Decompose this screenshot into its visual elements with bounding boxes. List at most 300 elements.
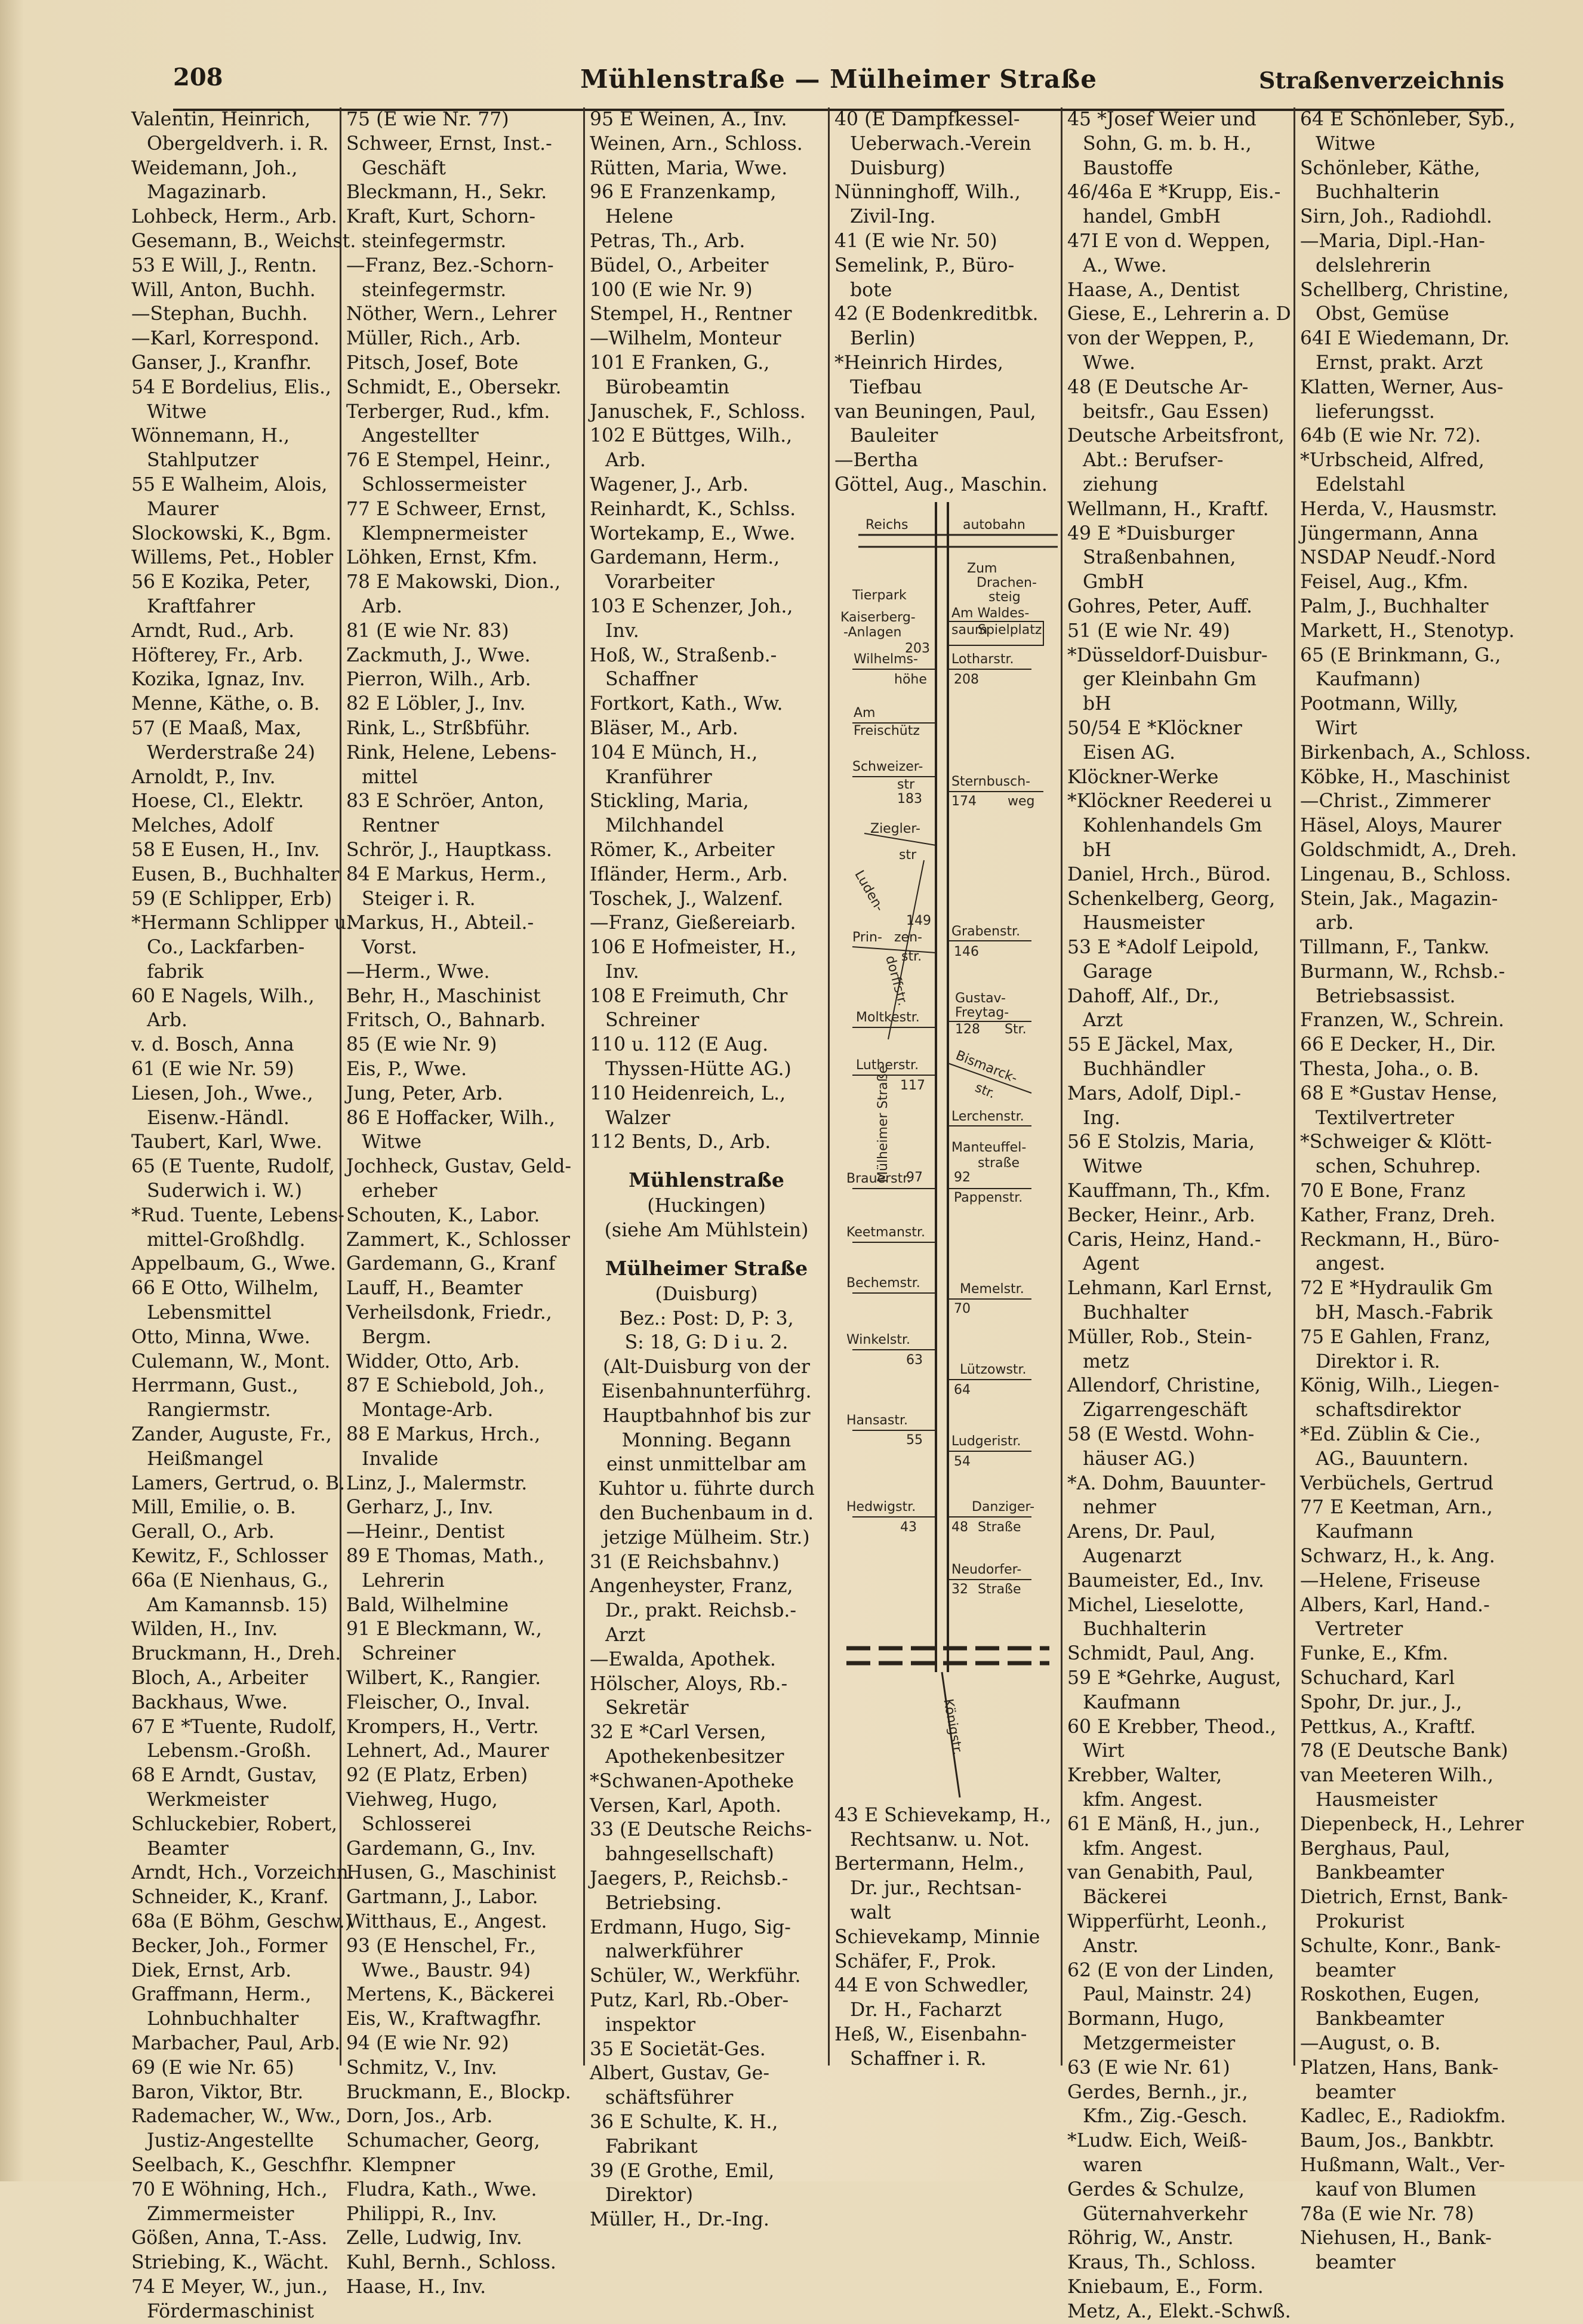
directory-entry: Franzen, W., Schrein. — [1300, 1009, 1505, 1032]
directory-entry: ger Kleinbahn Gm — [1083, 669, 1257, 691]
directory-entry: steinfegermstr. — [362, 230, 507, 252]
directory-entry: Pootmann, Willy, — [1300, 693, 1459, 715]
directory-entry: Viehweg, Hugo, — [346, 1789, 498, 1811]
directory-entry: Pierron, Wilh., Arb. — [346, 669, 531, 691]
directory-entry: —Bertha — [834, 450, 919, 472]
directory-entry: Fludra, Kath., Wwe. — [346, 2178, 537, 2200]
directory-entry: Herrmann, Gust., — [131, 1375, 298, 1397]
directory-entry: Straßenbahnen, — [1083, 547, 1236, 569]
directory-entry: Nöther, Wern., Lehrer — [346, 303, 557, 325]
directory-entry: Löhken, Ernst, Kfm. — [346, 547, 538, 569]
directory-entry: Baum, Jos., Bankbtr. — [1300, 2130, 1495, 2152]
directory-entry: Büdel, O., Arbeiter — [590, 254, 769, 276]
directory-entry: Justiz-Angestellte — [147, 2130, 314, 2152]
directory-entry: Buchhalter — [1083, 1302, 1188, 1324]
map-label-memelstr: Memelstr. — [960, 1281, 1024, 1297]
directory-entry: 62 (E von der Linden, — [1067, 1959, 1274, 1981]
map-label-grabenstr: Grabenstr. — [951, 924, 1021, 939]
directory-entry: Striebing, K., Wächt. — [131, 2252, 329, 2274]
directory-entry: Gesemann, B., Weichst. — [131, 230, 356, 252]
directory-entry: Geschäft — [362, 157, 446, 179]
map-label-n97: 97 — [906, 1169, 923, 1185]
directory-entry: kfm. Angest. — [1083, 1837, 1203, 1860]
directory-entry: Bleckmann, H., Sekr. — [346, 181, 547, 204]
directory-entry: Bez.: Post: D, P: 3, — [619, 1307, 794, 1329]
directory-entry: Kewitz, F., Schlosser — [131, 1546, 328, 1568]
map-label-wilhelms: Wilhelms- — [854, 651, 918, 667]
directory-entry: 58 E Eusen, H., Inv. — [131, 839, 320, 861]
directory-entry: Obst, Gemüse — [1316, 303, 1449, 325]
map-label-saum: saum — [951, 622, 988, 638]
directory-entry: Jaegers, P., Reichsb.- — [590, 1867, 789, 1889]
directory-entry: 47I E von d. Weppen, — [1067, 230, 1271, 252]
directory-entry: 76 E Stempel, Heinr., — [346, 450, 551, 472]
directory-entry: Haase, A., Dentist — [1067, 279, 1240, 301]
directory-entry: Palm, J., Buchhalter — [1300, 595, 1489, 617]
directory-entry: Wirt — [1316, 717, 1357, 739]
directory-entry: 40 (E Dampfkessel- — [834, 109, 1020, 130]
directory-entry: Güternahverkehr — [1083, 2203, 1248, 2225]
directory-entry: Diepenbeck, H., Lehrer — [1300, 1813, 1524, 1835]
directory-entry: Widder, Otto, Arb. — [346, 1350, 520, 1372]
directory-entry: —Heinr., Dentist — [346, 1521, 505, 1543]
street-title-muehlenstrasse: Mühlenstraße — [629, 1168, 784, 1192]
directory-entry: arb. — [1316, 912, 1354, 934]
directory-entry: Diek, Ernst, Arb. — [131, 1959, 292, 1981]
directory-entry: Vertreter — [1316, 1618, 1403, 1640]
directory-entry: 51 (E wie Nr. 49) — [1067, 620, 1230, 642]
directory-entry: 59 E *Gehrke, August, — [1067, 1667, 1282, 1689]
directory-entry: Thesta, Joha., o. B. — [1300, 1058, 1479, 1081]
directory-entry: Hausmeister — [1083, 912, 1205, 934]
directory-entry: Schüler, W., Werkführ. — [590, 1965, 801, 1987]
directory-entry: Prokurist — [1316, 1910, 1405, 1932]
directory-entry: 88 E Markus, Hrch., — [346, 1424, 541, 1446]
directory-entry: Inv. — [605, 620, 639, 642]
directory-entry: 108 E Freimuth, Chr — [590, 985, 788, 1007]
map-street-prinzen — [852, 947, 936, 953]
directory-entry: —Stephan, Buchh. — [131, 303, 308, 325]
directory-entry: Klöckner-Werke — [1067, 766, 1219, 788]
directory-entry: Seelbach, K., Geschfhr. — [131, 2154, 353, 2176]
map-label-lerchenstr: Lerchenstr. — [951, 1109, 1024, 1124]
directory-entry: Hußmann, Walt., Ver- — [1300, 2154, 1505, 2176]
directory-entry: Hölscher, Aloys, Rb.- — [590, 1673, 788, 1695]
directory-entry: kauf von Blumen — [1316, 2178, 1477, 2200]
directory-entry: Schmitz, V., Inv. — [346, 2057, 497, 2079]
directory-entry: 92 (E Platz, Erben) — [346, 1765, 528, 1787]
directory-entry: Schaffner — [605, 669, 698, 691]
directory-entry: 84 E Markus, Herm., — [346, 863, 547, 885]
map-label-zum: Zum — [967, 561, 997, 576]
directory-entry: waren — [1083, 2154, 1142, 2176]
directory-entry: Schuchard, Karl — [1300, 1667, 1455, 1689]
directory-entry: Klatten, Werner, Aus- — [1300, 376, 1504, 398]
directory-entry: 77 E Schweer, Ernst, — [346, 498, 547, 520]
directory-entry: Fördermaschinist — [147, 2300, 315, 2322]
directory-entry: 103 E Schenzer, Joh., — [590, 595, 793, 617]
directory-entry: Schellberg, Christine, — [1300, 279, 1509, 301]
directory-entry: Gartmann, J., Labor. — [346, 1886, 538, 1909]
directory-entry: Spohr, Dr. jur., J., — [1300, 1691, 1462, 1713]
map-label-dorffstr: dorffstr. — [882, 953, 910, 1008]
directory-entry: Liesen, Joh., Wwe., — [131, 1082, 313, 1104]
directory-entry: Beamter — [147, 1837, 229, 1860]
directory-entry: 45 *Josef Weier und — [1067, 109, 1256, 130]
directory-entry: Platzen, Hans, Bank- — [1300, 2057, 1499, 2079]
directory-entry: Allendorf, Christine, — [1067, 1375, 1261, 1397]
directory-entry: Lauff, H., Beamter — [346, 1278, 523, 1300]
map-label-tierpark: Tierpark — [852, 587, 907, 603]
directory-entry: 96 E Franzenkamp, — [590, 181, 777, 204]
map-label-prin: Prin- — [852, 929, 882, 945]
directory-entry: Sirn, Joh., Radiohdl. — [1300, 206, 1492, 228]
map-label-zen: zen- — [894, 929, 922, 945]
directory-entry: Klempnermeister — [362, 522, 528, 544]
map-label-n117: 117 — [900, 1078, 925, 1093]
map-label-sternbusch: Sternbusch- — [951, 774, 1031, 789]
directory-entry: Heißmangel — [147, 1448, 264, 1470]
directory-entry: Hoese, Cl., Elektr. — [131, 790, 304, 812]
map-label-ludgeristr: Ludgeristr. — [951, 1433, 1021, 1449]
directory-entry: Markett, H., Stenotyp. — [1300, 620, 1515, 642]
directory-entry: Arzt — [1083, 1009, 1123, 1032]
directory-entry: Bauleiter — [850, 425, 938, 447]
directory-entry: Kaufmann — [1316, 1521, 1413, 1543]
directory-entry: Baumeister, Ed., Inv. — [1067, 1569, 1264, 1592]
directory-entry: Husen, G., Maschinist — [346, 1862, 556, 1884]
directory-entry: 94 (E wie Nr. 92) — [346, 2032, 509, 2054]
map-label-n70: 70 — [954, 1301, 971, 1316]
directory-entry: Steiger i. R. — [362, 888, 476, 910]
directory-entry: 32 E *Carl Versen, — [590, 1722, 766, 1744]
directory-entry: 85 (E wie Nr. 9) — [346, 1034, 497, 1056]
directory-entry: —Karl, Korrespond. — [131, 328, 320, 350]
directory-entry: Schreiner — [605, 1009, 700, 1032]
directory-entry: Appelbaum, G., Wwe. — [131, 1253, 336, 1275]
directory-entry: Eis, P., Wwe. — [346, 1058, 467, 1081]
directory-entry: Rentner — [362, 815, 439, 837]
directory-entry: schäftsführer — [605, 2087, 734, 2109]
directory-entry: Edelstahl — [1316, 473, 1405, 495]
directory-entry: Daniel, Hrch., Bürod. — [1067, 863, 1271, 885]
directory-entry: —Franz, Bez.-Schorn- — [346, 254, 554, 276]
directory-entry: schaftsdirektor — [1316, 1399, 1461, 1421]
street-title-muelheimer-strasse: Mülheimer Straße — [605, 1256, 808, 1280]
map-label-gstr: Str. — [1005, 1021, 1027, 1037]
directory-entry: Werderstraße 24) — [147, 741, 316, 764]
directory-entry: 41 (E wie Nr. 50) — [834, 230, 997, 252]
directory-entry: 78 E Makowski, Dion., — [346, 571, 561, 593]
directory-entry: Wwe., Baustr. 94) — [362, 1959, 531, 1981]
directory-entry: 69 (E wie Nr. 65) — [131, 2057, 294, 2079]
directory-entry: 75 E Gahlen, Franz, — [1300, 1326, 1490, 1348]
directory-entry: Wagener, J., Arb. — [590, 473, 749, 495]
directory-entry: Schluckebier, Robert, — [131, 1813, 337, 1835]
directory-entry: 74 E Meyer, W., jun., — [131, 2276, 328, 2298]
directory-entry: Lohbeck, Herm., Arb. — [131, 206, 337, 228]
directory-entry: 65 (E Tuente, Rudolf, — [131, 1156, 335, 1178]
directory-entry: Dr. jur., Rechtsan- — [850, 1877, 1022, 1900]
directory-entry: 61 E Mänß, H., jun., — [1067, 1813, 1261, 1835]
directory-entry: Graffmann, Herm., — [131, 1984, 312, 2006]
directory-entry: Gößen, Anna, T.-Ass. — [131, 2227, 328, 2249]
map-label-n54: 54 — [954, 1454, 971, 1469]
directory-entry: *Urbscheid, Alfred, — [1300, 450, 1485, 472]
directory-entry: Putz, Karl, Rb.-Ober- — [590, 1989, 789, 2011]
directory-entry: Dahoff, Alf., Dr., — [1067, 985, 1219, 1007]
directory-entry: 70 E Wöhning, Hch., — [131, 2178, 328, 2200]
directory-entry: Stickling, Maria, — [590, 790, 749, 812]
directory-entry: Kraftfahrer — [147, 595, 255, 617]
directory-entry: Lamers, Gertrud, o. B. — [131, 1472, 346, 1494]
page-number: 208 — [173, 63, 223, 91]
map-label-n32: 32 — [951, 1581, 968, 1597]
directory-entry: Fritsch, O., Bahnarb. — [346, 1009, 546, 1032]
directory-entry: Lehmann, Karl Ernst, — [1067, 1278, 1273, 1300]
directory-entry: Fleischer, O., Inval. — [346, 1691, 531, 1713]
map-label-koenigstr: Königstr. — [940, 1697, 965, 1756]
directory-entry: Wipperfürht, Leonh., — [1067, 1910, 1268, 1932]
directory-entry: Krebber, Walter, — [1067, 1765, 1222, 1787]
directory-entry: Helene — [605, 206, 673, 228]
map-label-n149: 149 — [906, 913, 931, 928]
directory-entry: Gardemann, G., Inv. — [346, 1837, 536, 1860]
directory-entry: 48 (E Deutsche Ar- — [1067, 376, 1249, 398]
directory-entry: Bloch, A., Arbeiter — [131, 1667, 308, 1689]
directory-entry: bahngesellschaft) — [605, 1843, 774, 1866]
directory-entry: 110 u. 112 (E Aug. — [590, 1034, 769, 1056]
map-label-bechemstr: Bechemstr. — [846, 1275, 920, 1291]
directory-entry: ziehung — [1083, 473, 1159, 495]
muelheimer-strasse-notes — [590, 1282, 823, 1550]
directory-entry: 86 E Hoffacker, Wilh., — [346, 1107, 555, 1129]
map-label-moltkestr: Moltkestr. — [856, 1009, 920, 1025]
directory-entry: Buchhalterin — [1083, 1618, 1207, 1640]
map-label-reichs: Reichs — [866, 517, 908, 532]
map-label-n208: 208 — [954, 672, 979, 687]
page-header — [173, 61, 1504, 111]
directory-entry: Niehusen, H., Bank- — [1300, 2227, 1492, 2249]
directory-entry: Semelink, P., Büro- — [834, 254, 1015, 276]
directory-entry: Metz, A., Elekt.-Schwß. — [1067, 2300, 1291, 2322]
directory-entry: Wilden, H., Inv. — [131, 1618, 278, 1640]
street-map — [834, 502, 1058, 1803]
directory-entry: Jüngermann, Anna — [1300, 522, 1479, 544]
directory-entry: Haase, H., Inv. — [346, 2276, 486, 2298]
directory-entry: Arndt, Rud., Arb. — [131, 620, 295, 642]
directory-entry: 68 E Arndt, Gustav, — [131, 1765, 318, 1787]
directory-entry: Schmidt, Paul, Ang. — [1067, 1643, 1255, 1665]
directory-entry: 72 E *Hydraulik Gm — [1300, 1278, 1493, 1300]
directory-entry: angest. — [1316, 1253, 1385, 1275]
directory-entry: Bankbeamter — [1316, 1862, 1445, 1884]
directory-entry: 93 (E Henschel, Fr., — [346, 1935, 537, 1957]
directory-entry: Paul, Mainstr. 24) — [1083, 1984, 1252, 2006]
directory-entry: Häsel, Aloys, Maurer — [1300, 815, 1502, 837]
directory-entry: 66 E Decker, H., Dir. — [1300, 1034, 1496, 1056]
directory-entry: 68a (E Böhm, Geschw.) — [131, 1910, 352, 1932]
directory-entry: 55 E Walheim, Alois, — [131, 473, 328, 495]
directory-entry: —Wilhelm, Monteur — [590, 328, 781, 350]
directory-entry: Buchhalterin — [1316, 181, 1440, 204]
directory-entry: *Hermann Schlipper u. — [131, 912, 353, 934]
directory-entry: Schlossermeister — [362, 473, 526, 495]
directory-entry: 50/54 E *Klöckner — [1067, 717, 1242, 739]
directory-entry: Slockowski, K., Bgm. — [131, 522, 332, 544]
directory-entry: Vorst. — [362, 937, 417, 959]
directory-entry: 42 (E Bodenkreditbk. — [834, 303, 1039, 325]
column-3 — [585, 107, 830, 2231]
map-label-brauerstr: Brauerstr. — [846, 1171, 911, 1186]
column-4 — [830, 107, 1062, 2070]
directory-entry: Betriebsassist. — [1316, 985, 1456, 1007]
directory-entry: 46/46a E *Krupp, Eis.- — [1067, 181, 1281, 204]
directory-entry: 57 (E Maaß, Max, — [131, 717, 302, 739]
directory-entry: Lohnbuchhalter — [147, 2008, 299, 2030]
directory-entry: häuser AG.) — [1083, 1448, 1196, 1470]
directory-entry: *Schwanen-Apotheke — [590, 1770, 794, 1792]
directory-entry: Ernst, prakt. Arzt — [1316, 352, 1483, 374]
directory-entry: Bald, Wilhelmine — [346, 1594, 509, 1616]
directory-entry: Zelle, Ludwig, Inv. — [346, 2227, 522, 2249]
directory-entry: Kfm., Zig.-Gesch. — [1083, 2106, 1248, 2128]
directory-entry: 31 (E Reichsbahnv.) — [590, 1551, 780, 1573]
directory-entry: *Schweiger & Klött- — [1300, 1131, 1492, 1153]
directory-entry: Tiefbau — [850, 376, 922, 398]
directory-entry: Bankbeamter — [1316, 2008, 1445, 2030]
map-label-dstrasse: Straße — [978, 1519, 1021, 1535]
column-6 — [1295, 107, 1531, 2274]
directory-entry: 44 E von Schwedler, — [834, 1975, 1029, 1997]
directory-entry: Walzer — [605, 1107, 670, 1129]
directory-entry: Rangiermstr. — [147, 1399, 271, 1421]
directory-entry: —Christ., Zimmerer — [1300, 790, 1490, 812]
directory-entry: Bormann, Hugo, — [1067, 2008, 1225, 2030]
directory-entry: Baron, Viktor, Btr. — [131, 2081, 304, 2103]
directory-entry: Apothekenbesitzer — [605, 1746, 784, 1768]
directory-entry: Culemann, W., Mont. — [131, 1350, 331, 1372]
directory-entry: Schouten, K., Labor. — [346, 1204, 540, 1226]
directory-entry: Lebensm.-Großh. — [147, 1740, 312, 1762]
directory-entry: Taubert, Karl, Wwe. — [131, 1131, 322, 1153]
map-label-schweizer: Schweizer- — [852, 759, 923, 774]
directory-entry: Gerdes, Bernh., jr., — [1067, 2081, 1248, 2103]
directory-entry: Stein, Jak., Magazin- — [1300, 888, 1498, 910]
directory-entry: bH, Masch.-Fabrik — [1316, 1302, 1493, 1324]
directory-entry: Jung, Peter, Arb. — [346, 1082, 503, 1104]
directory-entry: Funke, E., Kfm. — [1300, 1643, 1449, 1665]
directory-entry: Verbüchels, Gertrud — [1300, 1472, 1493, 1494]
directory-entry: Wirt — [1083, 1740, 1125, 1762]
directory-entry: Inv. — [605, 961, 639, 983]
directory-entry: Pitsch, Josef, Bote — [346, 352, 519, 374]
directory-entry: AG., Bauuntern. — [1316, 1448, 1469, 1470]
directory-entry: Co., Lackfarben- — [147, 937, 305, 959]
directory-entry: Angestellter — [362, 425, 479, 447]
directory-entry: Berghaus, Paul, — [1300, 1837, 1450, 1860]
directory-entry: Hausmeister — [1316, 1789, 1437, 1811]
directory-entry: Arndt, Hch., Vorzeichn. — [131, 1862, 355, 1884]
directory-entry: Bruckmann, H., Dreh. — [131, 1643, 341, 1665]
directory-entry: Vorarbeiter — [605, 571, 714, 593]
directory-entry: 35 E Societät-Ges. — [590, 2038, 766, 2060]
directory-entry: Wönnemann, H., — [131, 425, 290, 447]
directory-entry: Krompers, H., Vertr. — [346, 1716, 539, 1738]
map-label-n43: 43 — [900, 1519, 917, 1535]
column-3-entries — [590, 107, 823, 1155]
directory-entry: Deutsche Arbeitsfront, — [1067, 425, 1285, 447]
directory-entry: Mars, Adolf, Dipl.- — [1067, 1082, 1242, 1104]
map-label-danziger: Danziger- — [972, 1499, 1035, 1515]
directory-entry: 56 E Stolzis, Maria, — [1067, 1131, 1255, 1153]
directory-entry: Wortekamp, E., Wwe. — [590, 522, 796, 544]
directory-entry: Kather, Franz, Dreh. — [1300, 1204, 1496, 1226]
map-label-n203: 203 — [905, 641, 930, 656]
map-label-lutherstr: Lutherstr. — [856, 1057, 919, 1073]
directory-entry: Ifländer, Herm., Arb. — [590, 863, 789, 885]
directory-entry: Feisel, Aug., Kfm. — [1300, 571, 1469, 593]
directory-entry: Witwe — [1083, 1156, 1143, 1178]
directory-entry: 64b (E wie Nr. 72). — [1300, 425, 1481, 447]
section-title: Straßenverzeichnis — [1258, 67, 1504, 94]
directory-entry: Schrör, J., Hauptkass. — [346, 839, 552, 861]
directory-entry: 78 (E Deutsche Bank) — [1300, 1740, 1508, 1762]
directory-entry: 68 E *Gustav Hense, — [1300, 1082, 1498, 1104]
directory-entry: 91 E Bleckmann, W., — [346, 1618, 542, 1640]
directory-entry: (Huckingen) — [647, 1195, 766, 1217]
directory-entry: Römer, K., Arbeiter — [590, 839, 775, 861]
map-label-anlagen: -Anlagen — [843, 624, 902, 640]
directory-entry: Petras, Th., Arb. — [590, 230, 746, 252]
directory-entry: Linz, J., Malermstr. — [346, 1472, 528, 1494]
directory-entry: erheber — [362, 1180, 438, 1202]
directory-entry: Eisen AG. — [1083, 741, 1175, 764]
map-label-am: Am — [854, 705, 876, 721]
directory-entry: 64 E Schönleber, Syb., — [1300, 109, 1516, 130]
directory-entry: handel, GmbH — [1083, 206, 1221, 228]
directory-entry: 77 E Keetman, Arn., — [1300, 1497, 1493, 1519]
directory-entry: Versen, Karl, Apoth. — [590, 1794, 781, 1817]
directory-entry: Otto, Minna, Wwe. — [131, 1326, 310, 1348]
directory-entry: Lingenau, B., Schloss. — [1300, 863, 1511, 885]
map-label-bstr: str. — [972, 1080, 997, 1102]
directory-entry: Schlosserei — [362, 1813, 472, 1835]
column-3b-entries — [590, 1550, 823, 2232]
directory-entry: Eis, W., Kraftwagfhr. — [346, 2008, 542, 2030]
directory-entry: den Buchenbaum in d. — [599, 1503, 814, 1525]
directory-entry: Müller, Rich., Arb. — [346, 328, 521, 350]
directory-entry: Bäckerei — [1083, 1886, 1168, 1909]
directory-entry: 33 (E Deutsche Reichs- — [590, 1819, 812, 1841]
directory-entry: Zammert, K., Schlosser — [346, 1229, 570, 1251]
column-1 — [127, 107, 356, 2322]
directory-entry: 59 (E Schlipper, Erb) — [131, 888, 332, 910]
directory-entry: Kauffmann, Th., Kfm. — [1067, 1180, 1271, 1202]
directory-entry: Verheilsdonk, Friedr., — [346, 1302, 552, 1324]
directory-entry: mittel — [362, 766, 418, 788]
directory-entry: NSDAP Neudf.-Nord — [1300, 547, 1496, 569]
map-label-hoehe: höhe — [894, 672, 927, 687]
directory-entry: 87 E Schiebold, Joh., — [346, 1375, 545, 1397]
directory-entry: Wwe. — [1083, 352, 1135, 374]
directory-entry: Stahlputzer — [147, 450, 258, 472]
directory-entry: Mill, Emilie, o. B. — [131, 1497, 296, 1519]
directory-entry: Becker, Heinr., Arb. — [1067, 1204, 1255, 1226]
directory-entry: Abt.: Berufser- — [1083, 450, 1224, 472]
directory-entry: Ganser, J., Kranfhr. — [131, 352, 312, 374]
directory-entry: Thyssen-Hütte AG.) — [605, 1058, 792, 1081]
